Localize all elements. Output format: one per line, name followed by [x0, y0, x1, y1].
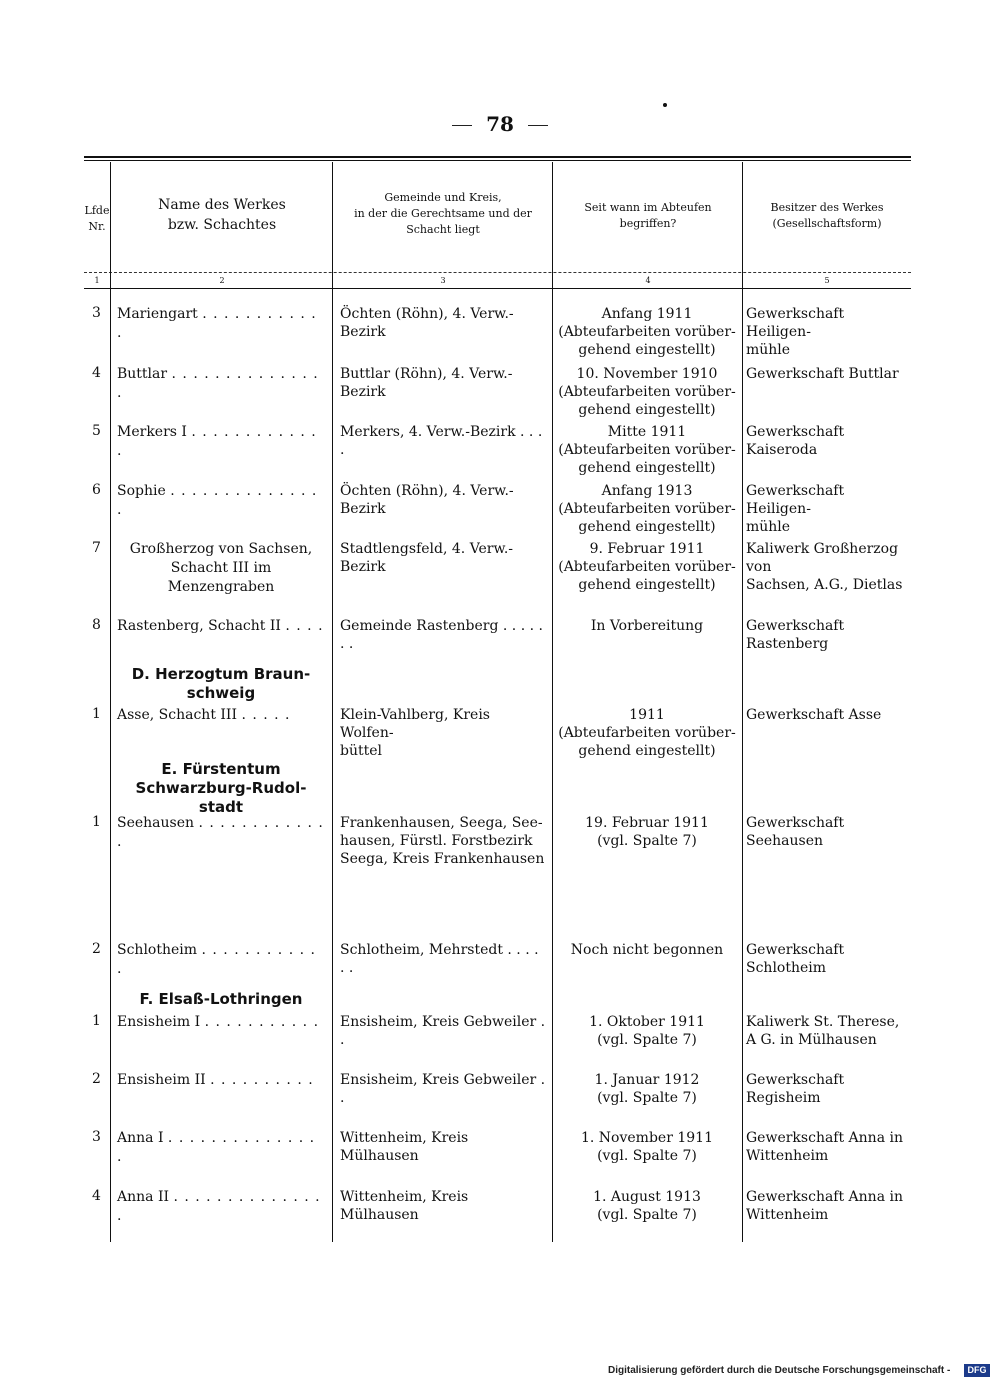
row-number: 1 [92, 1013, 101, 1029]
leader-dots: . . . . . . . . . . . . . [117, 424, 317, 459]
leader-dots: . . . . [285, 618, 324, 634]
leader-dots: . . . . . . . . . . . . . [117, 815, 324, 850]
works-name-line: Großherzog von Sachsen, [129, 541, 313, 557]
row-number: 4 [92, 1188, 101, 1204]
header-separator [84, 272, 911, 273]
row-number: 4 [92, 365, 101, 381]
works-name-line: Anna I [117, 1130, 168, 1146]
location: Ensisheim, Kreis Gebweiler . . [340, 1014, 546, 1048]
row-number: 1 [92, 706, 101, 722]
table-top-rule [84, 156, 911, 158]
works-name [117, 617, 325, 636]
dash-right [528, 125, 548, 126]
works-name-line: Ensisheim I [117, 1014, 205, 1030]
works-name-line: Merkers I [117, 424, 192, 440]
owner: Gewerkschaft Heiligen- mühle [746, 306, 845, 358]
ink-speck [663, 103, 667, 107]
location: Ensisheim, Kreis Gebweiler . . [340, 1072, 546, 1106]
dfg-logo: DFG [964, 1364, 990, 1377]
location: Wittenheim, Kreis Mülhausen [340, 1130, 469, 1164]
works-name [117, 423, 325, 461]
since-when: 9. Februar 1911 (Abteufarbeiten vorüber- gehend eingestellt) [558, 541, 736, 593]
column-number: 3 [440, 276, 446, 285]
row-number: 6 [92, 482, 101, 498]
section-heading: F. Elsaß-Lothringen [139, 990, 303, 1008]
since-when: Anfang 1913 (Abteufarbeiten vorüber- gehend eingestellt) [558, 483, 736, 535]
leader-dots: . . . . . . . . . . . . . . . [117, 483, 318, 518]
row-number: 8 [92, 617, 101, 633]
header-col2: Name des Werkes bzw. Schachtes [158, 197, 286, 233]
row-number: 5 [92, 423, 101, 439]
owner: Gewerkschaft Kaiseroda [746, 424, 845, 458]
column-number: 5 [824, 276, 830, 285]
row-number: 7 [92, 540, 101, 556]
column-divider [110, 162, 111, 1242]
section-heading: E. Fürstentum Schwarzburg-Rudol- stadt [135, 760, 307, 816]
owner: Gewerkschaft Anna in Wittenheim [746, 1130, 903, 1164]
works-name-line: Seehausen [117, 815, 199, 831]
page-number [0, 112, 1000, 136]
column-number-separator [84, 288, 911, 289]
column-number: 1 [94, 276, 100, 285]
row-number: 2 [92, 1071, 101, 1087]
location: Stadtlengsfeld, 4. Verw.-Bezirk [340, 541, 513, 575]
header-col3: Gemeinde und Kreis, in der die Gerechtsame und der Schacht liegt [354, 191, 532, 236]
since-when: 1911 (Abteufarbeiten vorüber- gehend eingestellt) [558, 707, 736, 759]
row-number: 3 [92, 305, 101, 321]
works-name [117, 706, 325, 725]
works-name [117, 1129, 325, 1167]
since-when: 1. Oktober 1911 (vgl. Spalte 7) [589, 1014, 705, 1048]
since-when: Noch nicht begonnen [570, 942, 724, 958]
since-when: 19. Februar 1911 (vgl. Spalte 7) [585, 815, 709, 849]
since-when: 10. November 1910 (Abteufarbeiten vorüber- gehend eingestellt) [558, 366, 736, 418]
location: Merkers, 4. Verw.-Bezirk . . . . [340, 424, 543, 458]
works-name-line: Rastenberg, Schacht II [117, 618, 286, 634]
works-name-line: Schacht III im Menzengraben [167, 560, 275, 595]
works-name [117, 1188, 325, 1226]
location: Wittenheim, Kreis Mülhausen [340, 1189, 469, 1223]
header-col1: Lfde Nr. [84, 204, 110, 233]
location: Öchten (Röhn), 4. Verw.-Bezirk [340, 483, 514, 517]
owner: Gewerkschaft Regisheim [746, 1072, 845, 1106]
section-heading: D. Herzogtum Braun- schweig [131, 665, 311, 702]
works-name-line: Schlotheim [117, 942, 202, 958]
works-name [117, 482, 325, 520]
dash-left [452, 125, 472, 126]
works-name-line: Mariengart [117, 306, 203, 322]
works-name-line: Ensisheim II [117, 1072, 211, 1088]
column-number: 2 [219, 276, 225, 285]
column-number: 4 [645, 276, 651, 285]
leader-dots: . . . . . . . . . . . . [117, 942, 316, 977]
location: Buttlar (Röhn), 4. Verw.-Bezirk [340, 366, 513, 400]
owner: Kaliwerk Großherzog von Sachsen, A.G., Dietlas [746, 541, 903, 593]
since-when: 1. August 1913 (vgl. Spalte 7) [593, 1189, 701, 1223]
works-name-line: Anna II [117, 1189, 174, 1205]
since-when: In Vorbereitung [590, 618, 704, 634]
header-col4: Seit wann im Abteufen begriffen? [584, 201, 712, 230]
leader-dots: . . . . . . . . . . . . . . . [117, 366, 319, 401]
works-name [117, 941, 325, 979]
owner: Kaliwerk St. Therese, A G. in Mülhausen [746, 1014, 900, 1048]
header-col5: Besitzer des Werkes (Gesellschaftsform) [770, 201, 884, 230]
since-when: 1. Januar 1912 (vgl. Spalte 7) [594, 1072, 700, 1106]
leader-dots: . . . . . . . . . . . . [117, 306, 317, 341]
since-when: 1. November 1911 (vgl. Spalte 7) [581, 1130, 713, 1164]
page-number-value: 78 [486, 112, 514, 136]
table-top-rule-thin [84, 160, 911, 161]
location: Öchten (Röhn), 4. Verw.-Bezirk [340, 306, 514, 340]
owner: Gewerkschaft Schlotheim [746, 942, 845, 976]
leader-dots: . . . . . . . . . . [210, 1072, 314, 1088]
works-name [117, 1013, 325, 1032]
owner: Gewerkschaft Buttlar [746, 366, 899, 382]
leader-dots: . . . . . . . . . . . . . . . [117, 1189, 321, 1224]
column-divider [742, 162, 743, 1242]
row-number: 1 [92, 814, 101, 830]
column-divider [552, 162, 553, 1242]
row-number: 3 [92, 1129, 101, 1145]
works-name [117, 305, 325, 343]
owner: Gewerkschaft Anna in Wittenheim [746, 1189, 903, 1223]
works-name-line: Sophie [117, 483, 171, 499]
location: Schlotheim, Mehrstedt . . . . . . [340, 942, 539, 976]
works-name-line: Asse, Schacht III [117, 707, 242, 723]
location: Klein-Vahlberg, Kreis Wolfen- büttel [340, 707, 490, 759]
works-name [117, 814, 325, 852]
location: Gemeinde Rastenberg . . . . . . . [340, 618, 543, 652]
works-name [117, 540, 325, 597]
works-name-line: Buttlar [117, 366, 172, 382]
leader-dots: . . . . . [241, 707, 291, 723]
footer-credit: Digitalisierung gefördert durch die Deutsche Forschungsgemeinschaft - [608, 1365, 951, 1376]
since-when: Anfang 1911 (Abteufarbeiten vorüber- gehend eingestellt) [558, 306, 736, 358]
owner: Gewerkschaft Rastenberg [746, 618, 845, 652]
row-number: 2 [92, 941, 101, 957]
works-name [117, 1071, 325, 1090]
owner: Gewerkschaft Seehausen [746, 815, 845, 849]
since-when: Mitte 1911 (Abteufarbeiten vorüber- gehend eingestellt) [558, 424, 736, 476]
owner: Gewerkschaft Heiligen- mühle [746, 483, 845, 535]
works-name [117, 365, 325, 403]
leader-dots: . . . . . . . . . . . [204, 1014, 320, 1030]
location: Frankenhausen, Seega, See- hausen, Fürstl. Forstbezirk Seega, Kreis Frankenhausen [340, 815, 545, 867]
leader-dots: . . . . . . . . . . . . . . . [117, 1130, 316, 1165]
column-divider [332, 162, 333, 1242]
owner: Gewerkschaft Asse [746, 707, 882, 723]
